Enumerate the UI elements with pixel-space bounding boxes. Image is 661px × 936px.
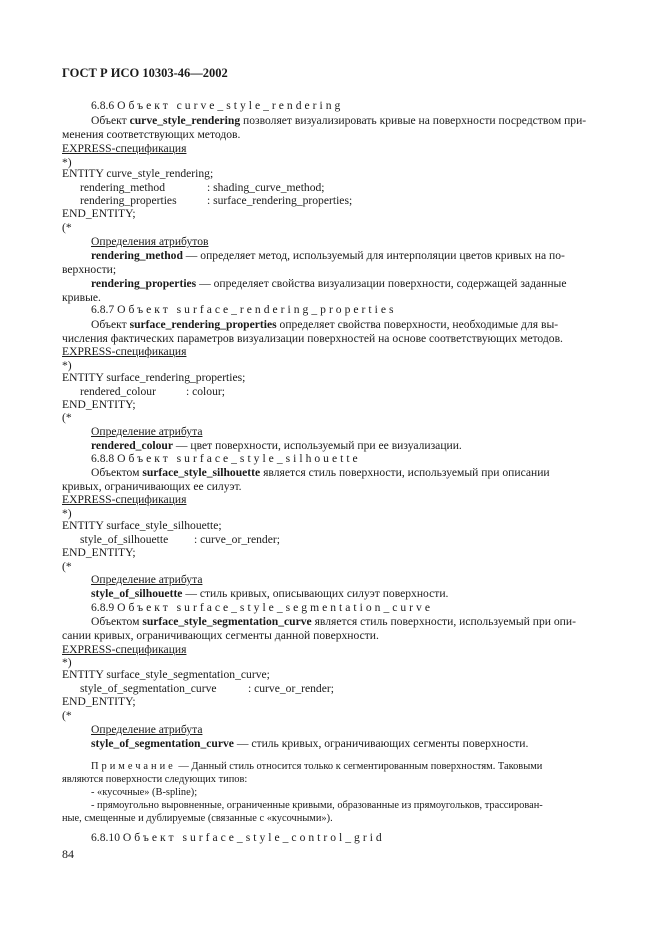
text-run: — Данный стиль относится только к сегментированным поверхностям. Таковыми [175,761,543,772]
text-line [91,799,543,813]
text-line [62,345,186,359]
text-run: style_of_silhouette [91,587,183,600]
text-line [62,812,333,826]
text-run: (* [62,221,72,234]
text-run: кривые. [62,291,101,304]
text-run: : surface_rendering_properties; [207,194,353,207]
text-line [62,167,213,181]
text-line [91,466,550,480]
text-run: менения соответствующих методов. [62,128,241,141]
text-line [194,533,280,547]
text-line [91,831,385,845]
text-run: : shading_curve_method; [207,181,325,194]
text-line [80,682,217,696]
text-run: surface_rendering_properties [129,318,277,331]
text-run: surface_style_segmentation_curve [142,615,312,628]
text-run: сании кривых, ограничивающих сегменты данной поверхности. [62,629,379,642]
text-run: — определяет свойства визуализации поверхности, содержащей заданные [196,277,567,290]
text-line [91,99,343,113]
text-line [62,629,379,643]
text-run: END_ENTITY; [62,695,136,708]
text-line [207,181,325,195]
text-line [62,773,247,787]
text-run: Определения атрибутов [91,235,209,248]
text-line [91,277,566,291]
text-run: — стиль кривых, описывающих силуэт поверхности. [182,587,449,600]
text-run: *) [62,656,72,669]
text-run: — цвет поверхности, используемый при ее визуализации. [173,439,462,452]
text-line [62,668,270,682]
text-run: 6.8.10 [91,831,123,844]
text-run: является стиль поверхности, используемый при опи- [311,615,576,628]
text-line [91,723,202,737]
text-run: 6.8.9 [91,601,118,614]
text-run: позволяет визуализировать кривые на поверхности посредством при- [240,114,587,127]
text-run: EXPRESS-спецификация [62,643,187,656]
text-run: rendering_properties [80,194,177,207]
text-line [62,695,136,709]
text-run: END_ENTITY; [62,207,136,220]
text-run: Объектом [91,466,143,479]
text-line [80,194,177,208]
text-line [91,114,586,128]
text-run: Объект [91,114,130,127]
text-run: верхности; [62,263,117,276]
text-run: ENTITY curve_style_rendering; [62,167,214,180]
text-line [91,587,448,601]
text-run: rendered_colour [91,439,174,452]
text-run: ные, смещенные и дублируемые (связанные с «кусочными»). [62,813,333,824]
text-line [62,207,136,221]
text-line [91,235,208,249]
text-line [62,493,186,507]
text-run: — стиль кривых, ограничивающих сегменты поверхности. [233,737,529,750]
text-line [62,560,72,574]
text-run: — определяет метод, используемый для интерполяции цветов кривых на по- [182,249,565,262]
text-run: EXPRESS-спецификация [62,345,187,358]
text-run: *) [62,156,72,169]
text-line [62,709,72,723]
text-line [91,439,462,453]
text-run: числения фактических параметров визуализации поверхностей на основе соответствующих методов. [62,332,563,345]
text-run: curve_style_rendering [129,114,241,127]
document-header: ГОСТ Р ИСО 10303-46—2002 [62,66,228,80]
text-run: style_of_segmentation_curve [91,737,234,750]
text-run: ENTITY surface_style_segmentation_curve; [62,668,270,681]
text-run: 6.8.6 [91,99,118,112]
text-run: Определение атрибута [91,573,203,586]
text-line [62,643,186,657]
text-line [62,480,242,494]
text-line [91,425,202,439]
text-run: rendered_colour [80,385,156,398]
text-run: (* [62,560,72,573]
text-run: 6.8.7 [91,303,118,316]
text-line [248,682,334,696]
text-line [80,181,165,195]
text-run: Объект surface_style_control_grid [122,831,385,844]
text-run: : curve_or_render; [248,682,334,695]
text-run: *) [62,507,72,520]
text-line [62,411,72,425]
text-run: кривых, ограничивающих ее силуэт. [62,480,242,493]
text-line [62,221,72,235]
text-run: : curve_or_render; [194,533,280,546]
text-line [91,786,197,800]
text-run: rendering_method [91,249,183,262]
text-run: rendering_method [80,181,165,194]
text-run: Объект curve_style_rendering [117,99,344,112]
text-line [62,519,222,533]
text-line [62,263,116,277]
text-run: Примечание [91,761,176,772]
text-line [80,385,156,399]
text-run: *) [62,359,72,372]
text-line [91,573,202,587]
text-line [91,615,576,629]
text-run: ENTITY surface_rendering_properties; [62,371,246,384]
text-run: rendering_properties [91,277,197,290]
text-run: (* [62,709,72,722]
text-run: - «кусочные» (B-spline); [91,787,198,798]
text-run: являются поверхности следующих типов: [62,774,248,785]
text-line [62,142,186,156]
text-run: Объект surface_rendering_properties [117,303,397,316]
text-run: Объект surface_style_segmentation_curve [117,601,433,614]
text-line [91,760,542,774]
text-run: END_ENTITY; [62,398,136,411]
text-run: является стиль поверхности, используемый при описании [260,466,550,479]
text-line [91,249,565,263]
text-run: - прямоугольно выровненные, ограниченные кривыми, образованные из прямоугольков, трассирован- [91,800,543,811]
text-run: END_ENTITY; [62,546,136,559]
text-line [62,332,563,346]
text-run: определяет свойства поверхности, необходимые для вы- [276,318,559,331]
text-run: surface_style_silhouette [142,466,261,479]
text-run: style_of_segmentation_curve [80,682,217,695]
text-line [207,194,352,208]
text-line [91,601,433,615]
text-line [186,385,225,399]
text-run: Объект [91,318,130,331]
text-line [80,533,168,547]
text-run: Определение атрибута [91,723,203,736]
text-run: Определение атрибута [91,425,203,438]
text-line [62,398,136,412]
text-run: EXPRESS-спецификация [62,142,187,155]
text-run: Объектом [91,615,143,628]
text-line [91,452,361,466]
text-run: style_of_silhouette [80,533,169,546]
text-run: Объект surface_style_silhouette [117,452,361,465]
text-line [91,737,528,751]
text-line [62,128,240,142]
text-run: EXPRESS-спецификация [62,493,187,506]
text-run: 6.8.8 [91,452,118,465]
page-number: 84 [62,847,74,861]
text-line [62,546,136,560]
text-run: : colour; [186,385,225,398]
text-line [62,371,245,385]
text-line [91,318,558,332]
text-run: (* [62,411,72,424]
text-run: ENTITY surface_style_silhouette; [62,519,222,532]
text-line [91,303,397,317]
